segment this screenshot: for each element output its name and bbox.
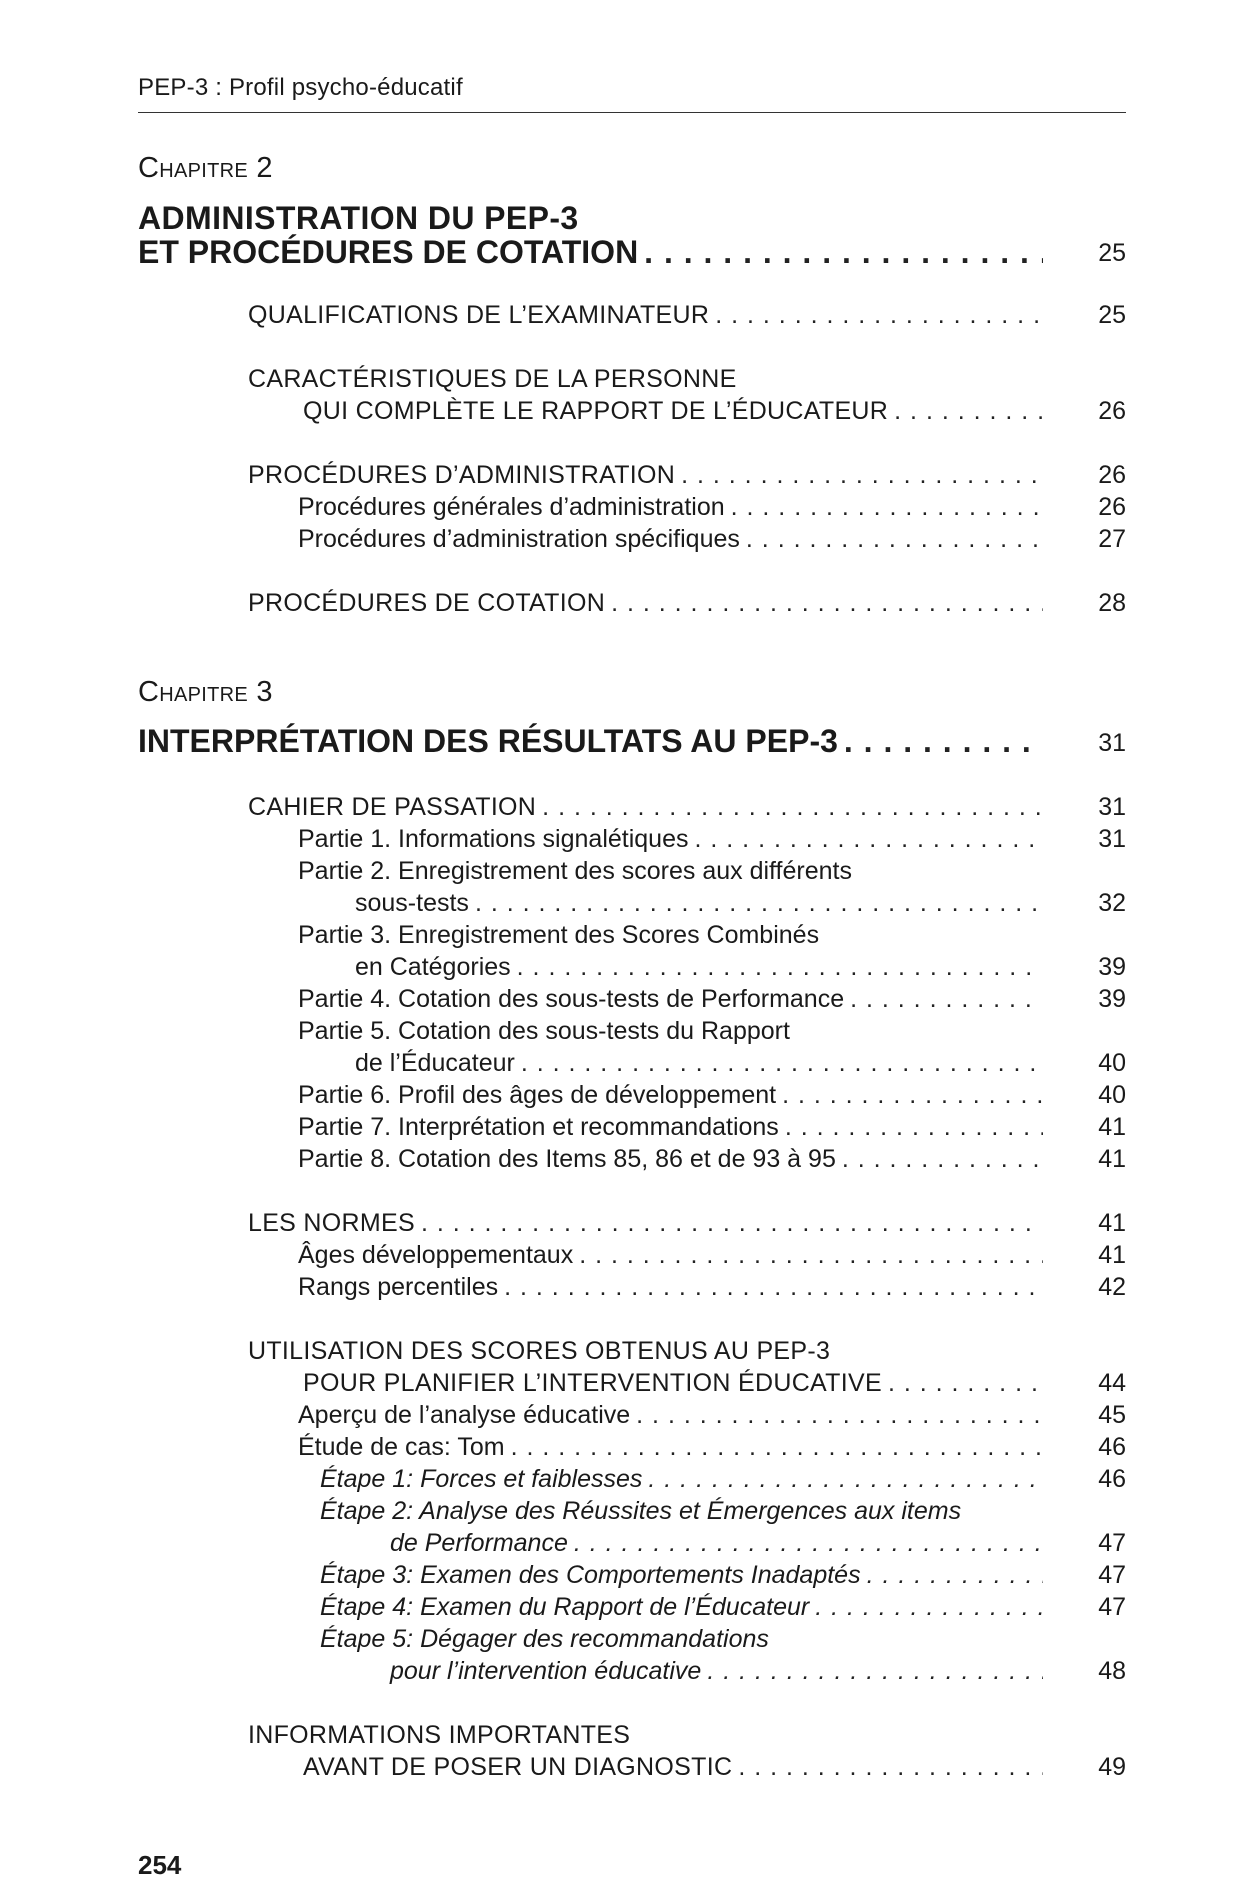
- page-number: 47: [1098, 1593, 1126, 1621]
- toc-entry-chapter-3-title[interactable]: [138, 720, 1043, 762]
- chapter-2-label: [138, 152, 273, 185]
- toc-entry[interactable]: [298, 1398, 1043, 1432]
- toc-entry[interactable]: [298, 1270, 1043, 1304]
- leader-dots: [521, 1046, 1043, 1080]
- leader-dots: [421, 1206, 1043, 1240]
- toc-entry-label: AVANT DE POSER UN DIAGNOSTIC: [303, 1753, 733, 1781]
- chapter-3-label: [138, 676, 273, 709]
- page-number: 27: [1098, 525, 1126, 553]
- page-number: 41: [1098, 1113, 1126, 1141]
- toc-entry-label: de l’Éducateur: [355, 1049, 515, 1077]
- page-number: 48: [1098, 1657, 1126, 1685]
- leader-dots: [842, 1142, 1043, 1176]
- leader-dots: [707, 1654, 1043, 1688]
- toc-entry-label-line-1: Partie 3. Enregistrement des Scores Combinés: [298, 921, 820, 949]
- page-number: 26: [1098, 461, 1126, 489]
- toc-entry-label-line-1: INFORMATIONS IMPORTANTES: [248, 1721, 631, 1749]
- toc-entry-label-line-1: UTILISATION DES SCORES OBTENUS AU PEP-3: [248, 1337, 831, 1365]
- toc-entry-label-line-1: Étape 2: Analyse des Réussites et Émergences aux items: [320, 1497, 962, 1525]
- leader-dots: [511, 1430, 1043, 1464]
- leader-dots: [644, 232, 1043, 272]
- leader-dots: [636, 1398, 1043, 1432]
- toc-entry-label: CAHIER DE PASSATION: [248, 793, 537, 821]
- toc-entry-label: Aperçu de l’analyse éducative: [298, 1401, 631, 1429]
- toc-entry[interactable]: [298, 1430, 1043, 1464]
- leader-dots: [888, 1366, 1043, 1400]
- leader-dots: [715, 298, 1043, 332]
- page-number: 47: [1098, 1561, 1126, 1589]
- leader-dots: [517, 950, 1043, 984]
- toc-entry-label: Étape 4: Examen du Rapport de l’Éducateur: [320, 1593, 810, 1621]
- toc-entry-label: QUALIFICATIONS DE L’EXAMINATEUR: [248, 301, 710, 329]
- page-number: 25: [1098, 301, 1126, 329]
- toc-entry[interactable]: [355, 1046, 1043, 1080]
- toc-entry-label: Étude de cas: Tom: [298, 1433, 505, 1461]
- leader-dots: [782, 1078, 1043, 1112]
- page-number: 32: [1098, 889, 1126, 917]
- toc-entry-label-line-1: CARACTÉRISTIQUES DE LA PERSONNE: [248, 365, 737, 393]
- toc-entry-label: de Performance: [390, 1529, 568, 1557]
- leader-dots: [695, 822, 1044, 856]
- toc-entry[interactable]: [320, 1590, 1043, 1624]
- page-number: 25: [1098, 239, 1126, 267]
- leader-dots: [579, 1238, 1043, 1272]
- toc-entry-label: Rangs percentiles: [298, 1273, 499, 1301]
- leader-dots: [844, 720, 1043, 762]
- page-number: 26: [1098, 397, 1126, 425]
- leader-dots: [746, 522, 1043, 556]
- toc-entry-label: Procédures d’administration spécifiques: [298, 525, 740, 553]
- toc-entry-label: Partie 1. Informations signalétiques: [298, 825, 689, 853]
- chapter-2-title-line-2: ET PROCÉDURES DE COTATION: [138, 234, 639, 270]
- toc-entry-label: QUI COMPLÈTE LE RAPPORT DE L’ÉDUCATEUR: [303, 397, 889, 425]
- page-number: 31: [1098, 825, 1126, 853]
- page-number: 26: [1098, 493, 1126, 521]
- page-number: 47: [1098, 1529, 1126, 1557]
- toc-entry[interactable]: [390, 1526, 1043, 1560]
- page-number: 49: [1098, 1753, 1126, 1781]
- toc-entry-label: sous-tests: [355, 889, 469, 917]
- toc-entry-label: Partie 4. Cotation des sous-tests de Performance: [298, 985, 845, 1013]
- leader-dots: [867, 1558, 1043, 1592]
- page-number: 41: [1098, 1209, 1126, 1237]
- page-number: 42: [1098, 1273, 1126, 1301]
- toc-entry[interactable]: [248, 1206, 1043, 1240]
- toc-entry-label: Étape 1: Forces et faiblesses: [320, 1465, 643, 1493]
- leader-dots: [681, 458, 1043, 492]
- toc-entry[interactable]: [298, 822, 1043, 856]
- toc-entry-label: Procédures générales d’administration: [298, 493, 725, 521]
- leader-dots: [850, 982, 1043, 1016]
- running-head: PEP-3 : Profil psycho-éducatif: [138, 74, 463, 101]
- page-number: 45: [1098, 1401, 1126, 1429]
- page-folio: 254: [138, 1850, 182, 1880]
- toc-entry[interactable]: [298, 1110, 1043, 1144]
- toc-entry[interactable]: [303, 1750, 1043, 1784]
- header-rule: [138, 112, 1126, 113]
- page-number: 39: [1098, 953, 1126, 981]
- toc-entry-label: PROCÉDURES D’ADMINISTRATION: [248, 461, 676, 489]
- leader-dots: [738, 1750, 1043, 1784]
- page-number: 28: [1098, 589, 1126, 617]
- toc-entry[interactable]: [298, 1078, 1043, 1112]
- chapter-2-label-text: Chapitre 2: [138, 152, 273, 184]
- toc-entry-label: PROCÉDURES DE COTATION: [248, 589, 606, 617]
- toc-entry-label: Partie 7. Interprétation et recommandations: [298, 1113, 779, 1141]
- toc-entry-label: pour l’intervention éducative: [390, 1657, 702, 1685]
- toc-entry[interactable]: [298, 1142, 1043, 1176]
- page-number: 31: [1098, 729, 1126, 757]
- page-number: 39: [1098, 985, 1126, 1013]
- page-number: 44: [1098, 1369, 1126, 1397]
- leader-dots: [785, 1110, 1043, 1144]
- page-number: 46: [1098, 1465, 1126, 1493]
- toc-entry[interactable]: [320, 1558, 1043, 1592]
- leader-dots: [542, 790, 1043, 824]
- toc-entry[interactable]: [355, 886, 1043, 920]
- leader-dots: [815, 1590, 1043, 1624]
- toc-entry[interactable]: [355, 950, 1043, 984]
- leader-dots: [731, 490, 1043, 524]
- leader-dots: [475, 886, 1043, 920]
- leader-dots: [574, 1526, 1043, 1560]
- leader-dots: [504, 1270, 1043, 1304]
- toc-entry-label: POUR PLANIFIER L’INTERVENTION ÉDUCATIVE: [303, 1369, 882, 1397]
- chapter-2-title-line-1: ADMINISTRATION DU PEP-3: [138, 200, 579, 236]
- page-number: 40: [1098, 1049, 1126, 1077]
- toc-entry-label: Étape 3: Examen des Comportements Inadaptés: [320, 1561, 861, 1589]
- toc-entry[interactable]: [303, 1366, 1043, 1400]
- toc-entry-label-line-1: Partie 5. Cotation des sous-tests du Rapport: [298, 1017, 790, 1045]
- toc-entry[interactable]: [320, 1462, 1043, 1496]
- page-number: 31: [1098, 793, 1126, 821]
- toc-entry[interactable]: [248, 458, 1043, 492]
- toc-entry[interactable]: [298, 982, 1043, 1016]
- toc-entry-label: Âges développementaux: [298, 1241, 574, 1269]
- toc-entry-label: en Catégories: [355, 953, 511, 981]
- chapter-3-label-text: Chapitre 3: [138, 676, 273, 708]
- toc-entry-chapter-2-title[interactable]: [138, 232, 1043, 272]
- page-number: 46: [1098, 1433, 1126, 1461]
- leader-dots: [894, 394, 1043, 428]
- toc-entry-label: Partie 6. Profil des âges de développement: [298, 1081, 777, 1109]
- page-number: 41: [1098, 1241, 1126, 1269]
- chapter-3-title: INTERPRÉTATION DES RÉSULTATS AU PEP-3: [138, 723, 838, 759]
- toc-entry[interactable]: [248, 790, 1043, 824]
- toc-entry[interactable]: [298, 490, 1043, 524]
- toc-entry[interactable]: [298, 522, 1043, 556]
- toc-entry-label-line-1: Partie 2. Enregistrement des scores aux différents: [298, 857, 852, 885]
- toc-entry-label-line-1: Étape 5: Dégager des recommandations: [320, 1625, 769, 1653]
- toc-entry-label: Partie 8. Cotation des Items 85, 86 et de 93 à 95: [298, 1145, 836, 1173]
- page-number: 40: [1098, 1081, 1126, 1109]
- leader-dots: [611, 586, 1043, 620]
- toc-entry[interactable]: [248, 298, 1043, 332]
- page-number: 41: [1098, 1145, 1126, 1173]
- toc-entry[interactable]: [390, 1654, 1043, 1688]
- toc-entry-label: LES NORMES: [248, 1209, 415, 1237]
- toc-entry[interactable]: [298, 1238, 1043, 1272]
- toc-entry[interactable]: [248, 586, 1043, 620]
- toc-entry[interactable]: [303, 394, 1043, 428]
- leader-dots: [648, 1462, 1043, 1496]
